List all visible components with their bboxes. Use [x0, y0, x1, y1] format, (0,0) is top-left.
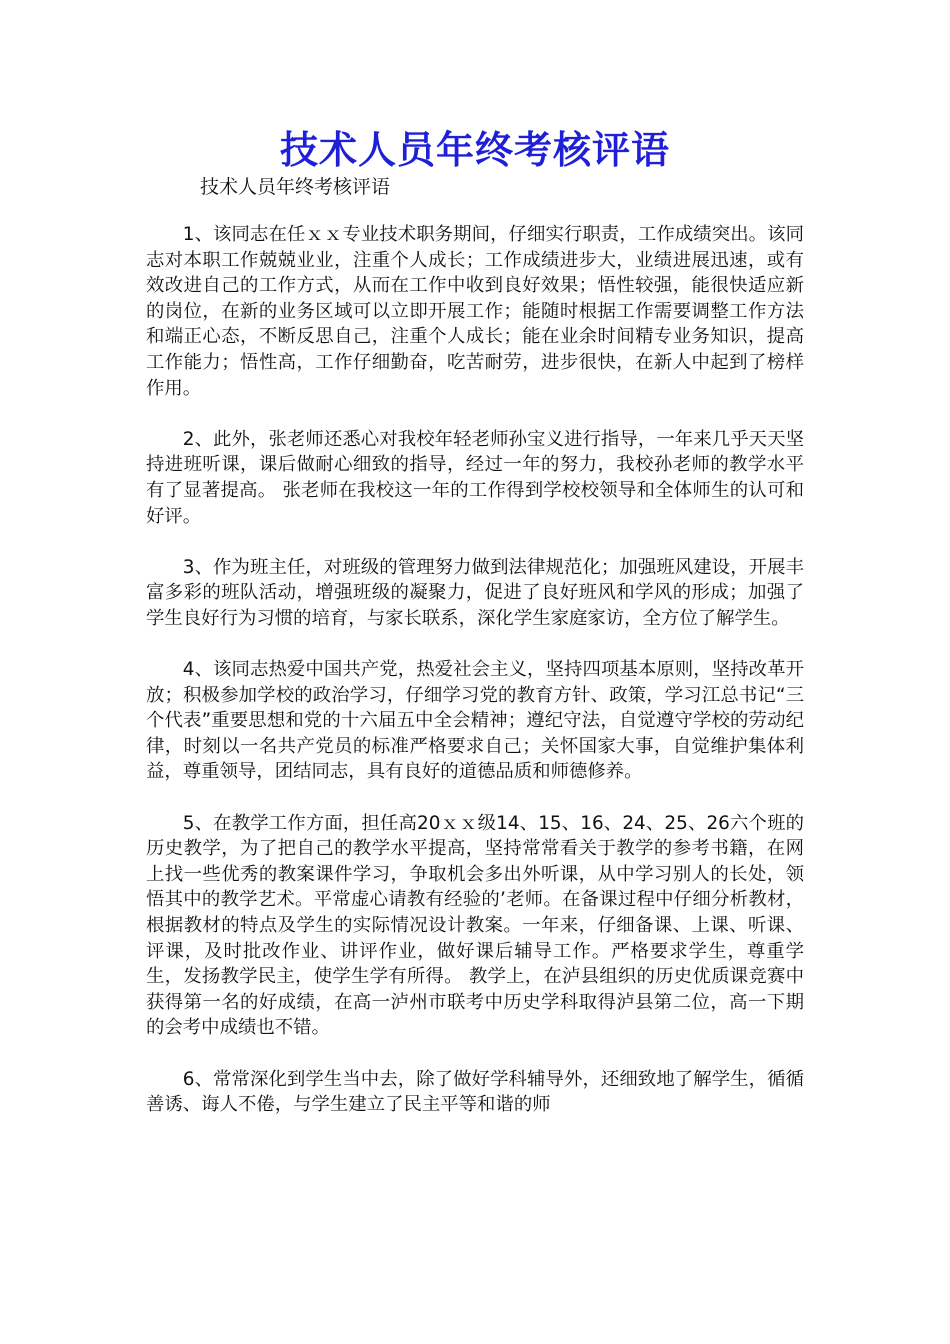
- paragraph-2: 2、此外，张老师还悉心对我校年轻老师孙宝义进行指导，一年来几乎天天坚持进班听课，课后做耐心细致的指导，经过一年的努力，我校孙老师的教学水平有了显著提高。 张老师在我校这一年的工作得到学校校领导和全体师生的认可和好评。: [146, 428, 804, 527]
- paragraph-6: 6、常常深化到学生当中去，除了做好学科辅导外，还细致地了解学生，循循善诱、诲人不倦，与学生建立了民主平等和谐的师: [146, 1068, 804, 1116]
- document-title: 技术人员年终考核评语: [279, 127, 670, 172]
- paragraph-1: 1、该同志在任ｘｘ专业技术职务期间，仔细实行职责，工作成绩突出。该同志对本职工作兢兢业业，注重个人成长；工作成绩进步大，业绩进展迅速，或有效改进自己的工作方式，从而在工作中收到良好效果；悟性较强，能很快适应新的岗位，在新的业务区域可以立即开展工作；能随时根据工作需要调整工作方法和端正心态，不断反思自己，注重个人成长；能在业余时间精专业务知识，提高工作能力；悟性高，工作仔细勤奋，吃苦耐劳，进步很快，在新人中起到了榜样作用。: [146, 224, 804, 399]
- document-body: [146, 222, 804, 1143]
- paragraph-3: 3、作为班主任，对班级的管理努力做到法律规范化；加强班风建设，开展丰富多彩的班队活动，增强班级的凝聚力，促进了良好班风和学风的形成；加强了学生良好行为习惯的培育，与家长联系，深化学生家庭家访，全方位了解学生。: [146, 556, 804, 629]
- paragraph-4: 4、该同志热爱中国共产党，热爱社会主义，坚持四项基本原则，坚持改革开放；积极参加学校的政治学习，仔细学习党的教育方针、政策，学习江总书记“三个代表”重要思想和党的十六届五中全会精神；遵纪守法，自觉遵守学校的劳动纪律，时刻以一名共产党员的标准严格要求自己；关怀国家大事，自觉维护集体利益，尊重领导，团结同志，具有良好的道德品质和师德修养。: [146, 659, 804, 783]
- paragraph-5: 5、在教学工作方面，担任高20ｘｘ级14、15、16、24、25、26六个班的历史教学，为了把自己的教学水平提高，坚持常常看关于教学的参考书籍，在网上找一些优秀的教案课件学习，争取机会多出外听课，从中学习别人的长处，领悟其中的教学艺术。平常虚心请教有经验的’老师。在备课过程中仔细分析教材，根据教材的特点及学生的实际情况设计教案。一年来，仔细备课、上课、听课、评课，及时批改作业、讲评作业，做好课后辅导工作。严格要求学生，尊重学生，发扬教学民主，使学生学有所得。 教学上，在泸县组织的历史优质课竞赛中获得第一名的好成绩，在高一泸州市联考中历史学科取得泸县第二位，高一下期的会考中成绩也不错。: [146, 812, 804, 1039]
- document-subtitle: 技术人员年终考核评语: [200, 176, 391, 198]
